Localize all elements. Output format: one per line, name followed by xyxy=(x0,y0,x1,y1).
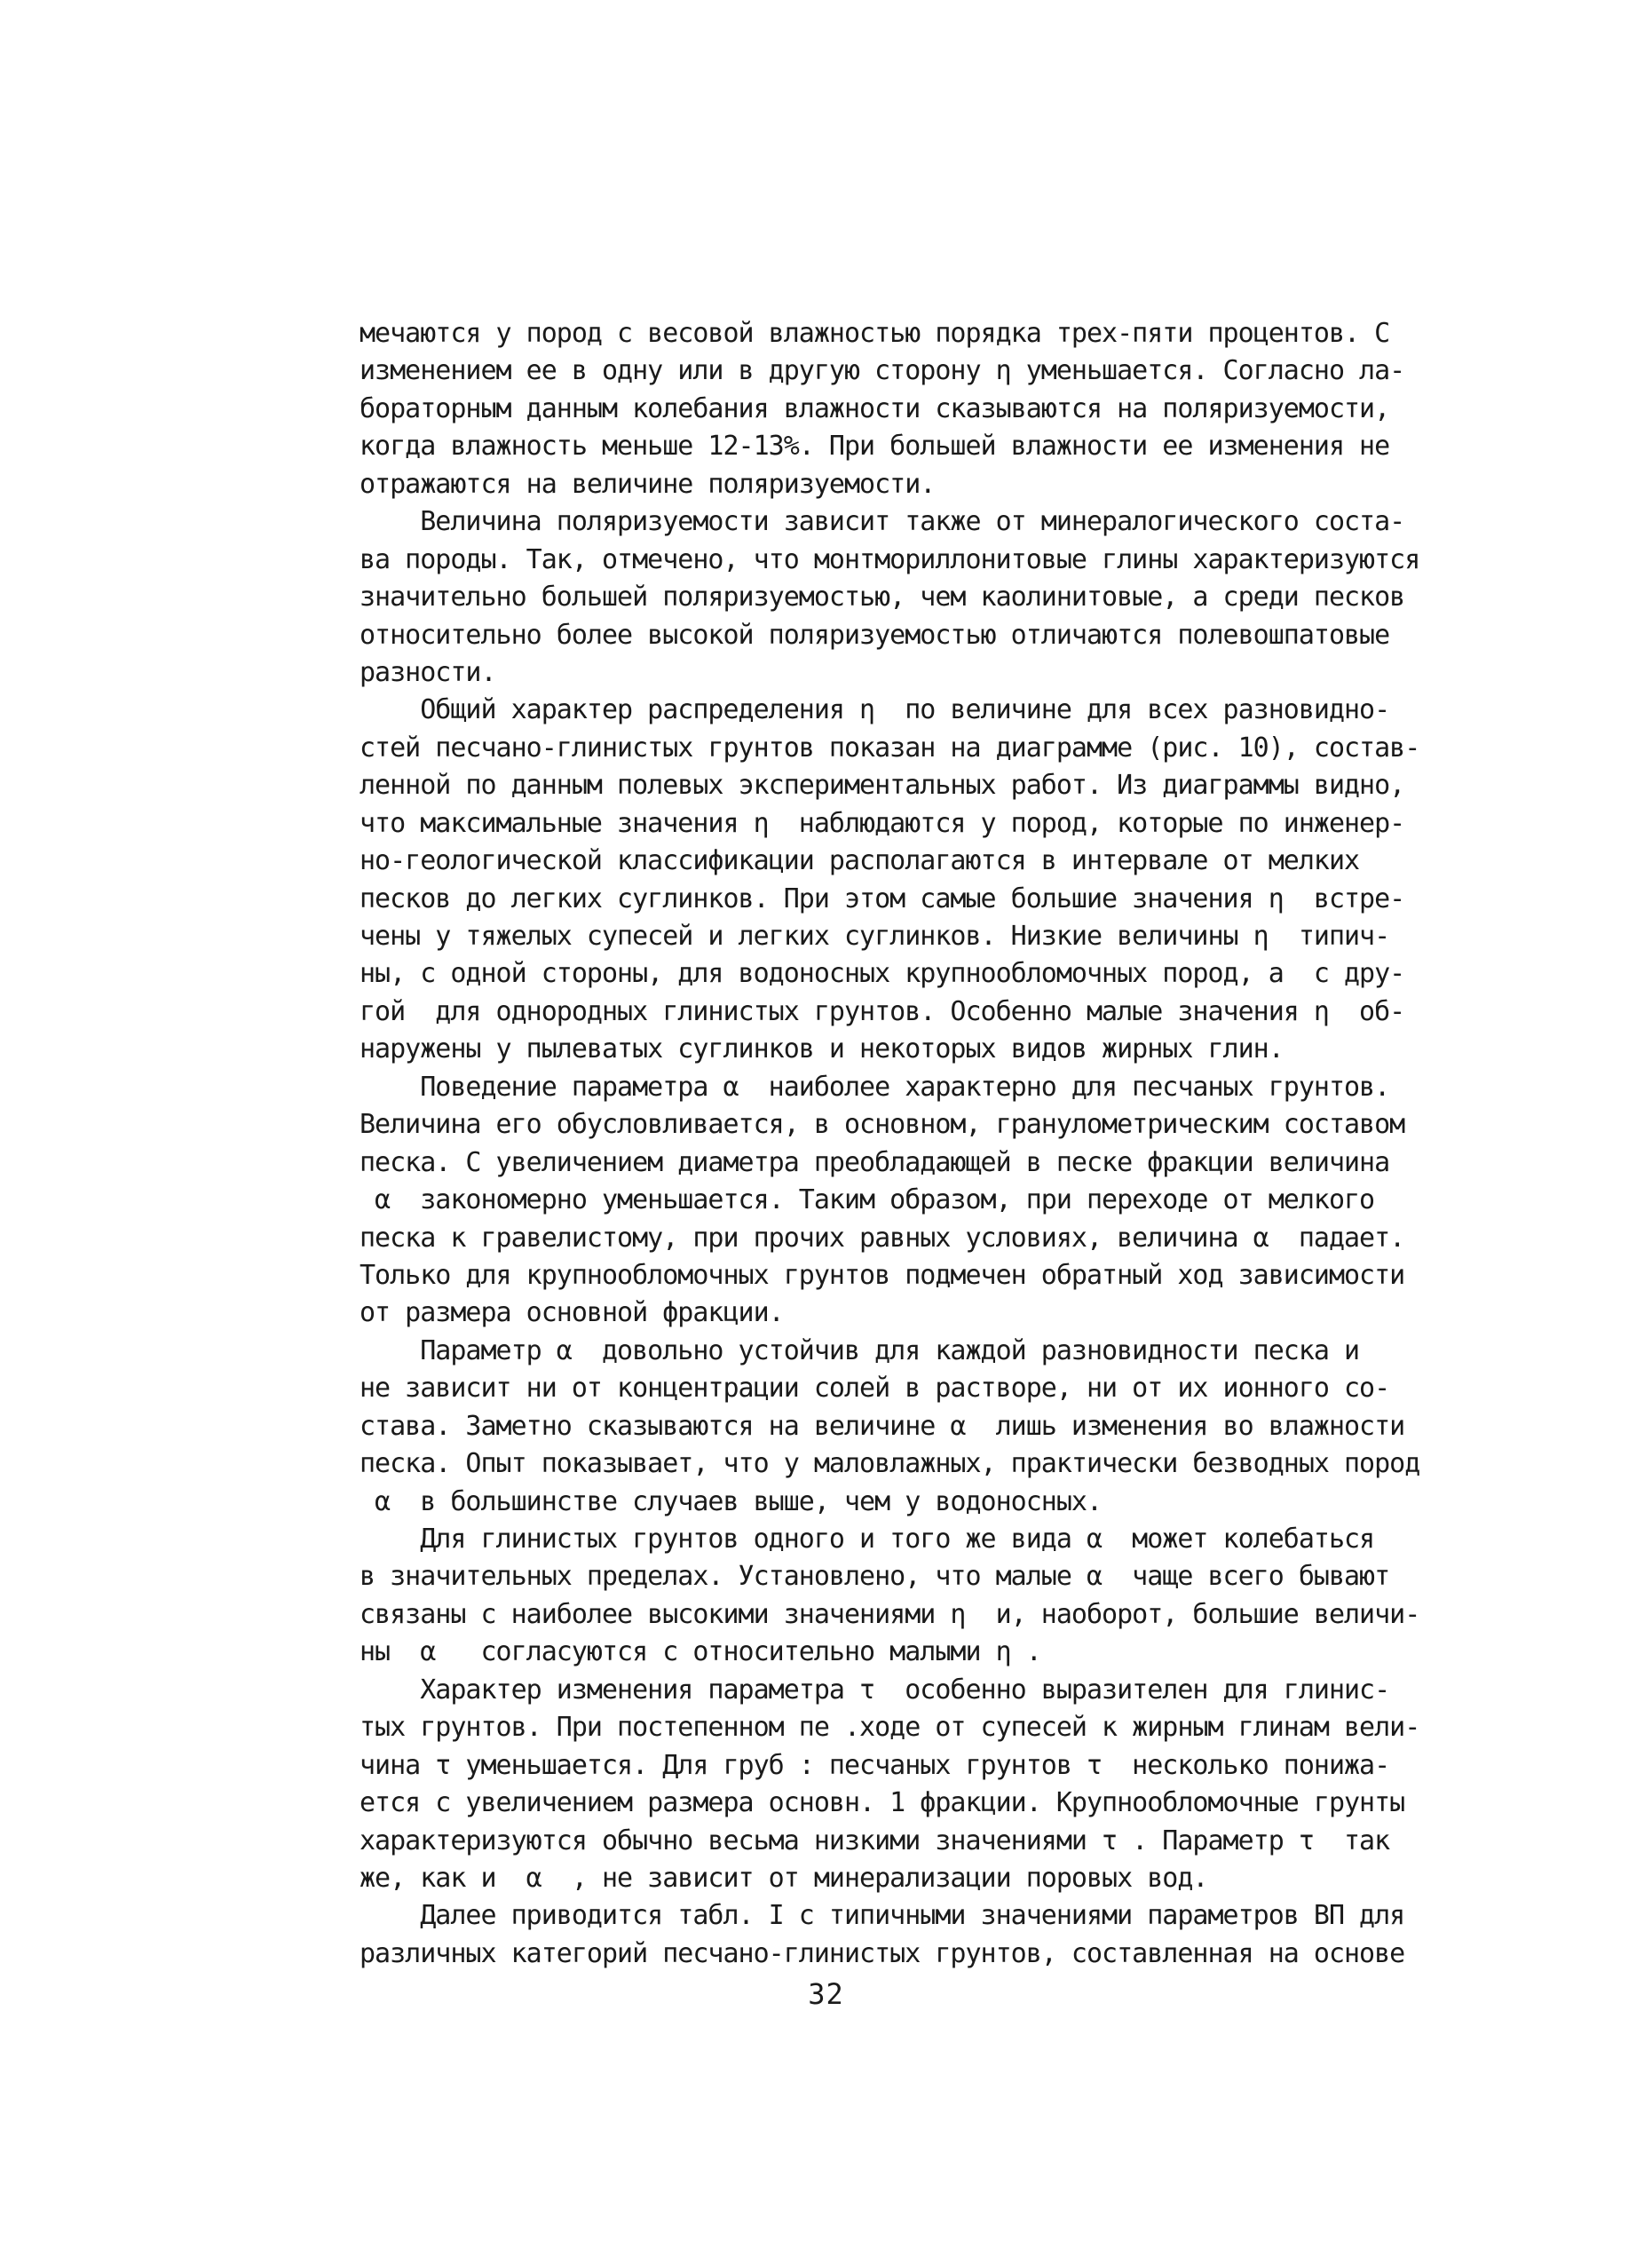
text-line: мечаются у пород с весовой влажностью порядка трех-пяти процентов. С xyxy=(360,318,1390,349)
text-line: α в большинстве случаев выше, чем у водоносных. xyxy=(360,1485,1103,1517)
text-line: что максимальные значения η наблюдаются у пород, которые по инженер- xyxy=(360,807,1405,839)
text-line: песков до легких суглинков. При этом самые большие значения η встре- xyxy=(360,883,1405,914)
text-line: става. Заметно сказываются на величине α лишь изменения во влажности xyxy=(360,1410,1405,1442)
text-line: гой для однородных глинистых грунтов. Особенно малые значения η об- xyxy=(360,995,1405,1027)
text-line: тых грунтов. При постепенном пе .ходе от супесей к жирным глинам вели- xyxy=(360,1712,1420,1744)
text-line: песка. Опыт показывает, что у маловлажных, практически безводных пород xyxy=(360,1448,1420,1480)
text-line: связаны с наиболее высокими значениями η и, наоборот, большие величи- xyxy=(360,1598,1420,1630)
text-line: Далее приводится табл. I с типичными значениями параметров ВП для xyxy=(360,1900,1405,1932)
text-line: Величина его обусловливается, в основном, гранулометрическим составом xyxy=(360,1109,1405,1141)
page-number: 32 xyxy=(808,1977,844,2011)
text-line: ны α согласуются с относительно малыми η . xyxy=(360,1636,1041,1668)
text-line: от размера основной фракции. xyxy=(360,1297,784,1329)
text-line: бораторным данным колебания влажности сказываются на поляризуемости, xyxy=(360,392,1390,424)
text-line: песка к гравелистому, при прочих равных условиях, величина α падает. xyxy=(360,1222,1405,1254)
text-line: Характер изменения параметра τ особенно выразителен для глинис- xyxy=(360,1674,1390,1706)
body-text xyxy=(360,315,1460,1973)
text-line: относительно более высокой поляризуемостью отличаются полевошпатовые xyxy=(360,619,1390,651)
text-line: ны, с одной стороны, для водоносных крупнообломочных пород, а с дру- xyxy=(360,958,1405,990)
text-line: ленной по данным полевых экспериментальных работ. Из диаграммы видно, xyxy=(360,770,1405,802)
text-line: наружены у пылеватых суглинков и некоторых видов жирных глин. xyxy=(360,1033,1284,1065)
text-line: не зависит ни от концентрации солей в растворе, ни от их ионного со- xyxy=(360,1373,1390,1405)
text-line: в значительных пределах. Установлено, что малые α чаще всего бывают xyxy=(360,1561,1390,1593)
text-line: изменением ее в одну или в другую сторону η уменьшается. Согласно ла- xyxy=(360,355,1405,387)
text-line: Общий характер распределения η по величине для всех разновидно- xyxy=(360,694,1390,726)
text-line: характеризуются обычно весьма низкими значениями τ . Параметр τ так xyxy=(360,1825,1390,1856)
text-line: значительно большей поляризуемостью, чем каолинитовые, а среди песков xyxy=(360,582,1405,613)
text-line: Величина поляризуемости зависит также от минералогического соста- xyxy=(360,506,1405,538)
text-line: чина τ уменьшается. Для груб : песчаных грунтов τ несколько понижа- xyxy=(360,1749,1390,1781)
text-line: Поведение параметра α наиболее характерно для песчаных грунтов. xyxy=(360,1071,1390,1103)
text-line: стей песчано-глинистых грунтов показан на диаграмме (рис. 10), состав- xyxy=(360,732,1420,764)
text-line: чены у тяжелых супесей и легких суглинков. Низкие величины η типич- xyxy=(360,921,1390,952)
text-line: но-геологической классификации располагаются в интервале от мелких xyxy=(360,845,1360,877)
text-line: песка. С увеличением диаметра преобладающей в песке фракции величина xyxy=(360,1146,1390,1178)
text-line: α закономерно уменьшается. Таким образом, при переходе от мелкого xyxy=(360,1184,1375,1216)
text-line: разности. xyxy=(360,656,496,688)
text-line: Для глинистых грунтов одного и того же вида α может колебаться xyxy=(360,1524,1375,1555)
text-line: Только для крупнообломочных грунтов подмечен обратный ход зависимости xyxy=(360,1259,1405,1291)
text-line: когда влажность меньше 12-13%. При большей влажности ее изменения не xyxy=(360,431,1390,463)
text-line: отражаются на величине поляризуемости. xyxy=(360,468,936,500)
text-line: ется с увеличением размера основн. 1 фракции. Крупнообломочные грунты xyxy=(360,1787,1405,1819)
text-line: же, как и α , не зависит от минерализации поровых вод. xyxy=(360,1862,1208,1894)
text-line: ва породы. Так, отмечено, что монтмориллонитовые глины характеризуются xyxy=(360,543,1420,575)
text-line: различных категорий песчано-глинистых грунтов, составленная на основе xyxy=(360,1937,1405,1969)
text-line: Параметр α довольно устойчив для каждой разновидности песка и xyxy=(360,1334,1360,1366)
